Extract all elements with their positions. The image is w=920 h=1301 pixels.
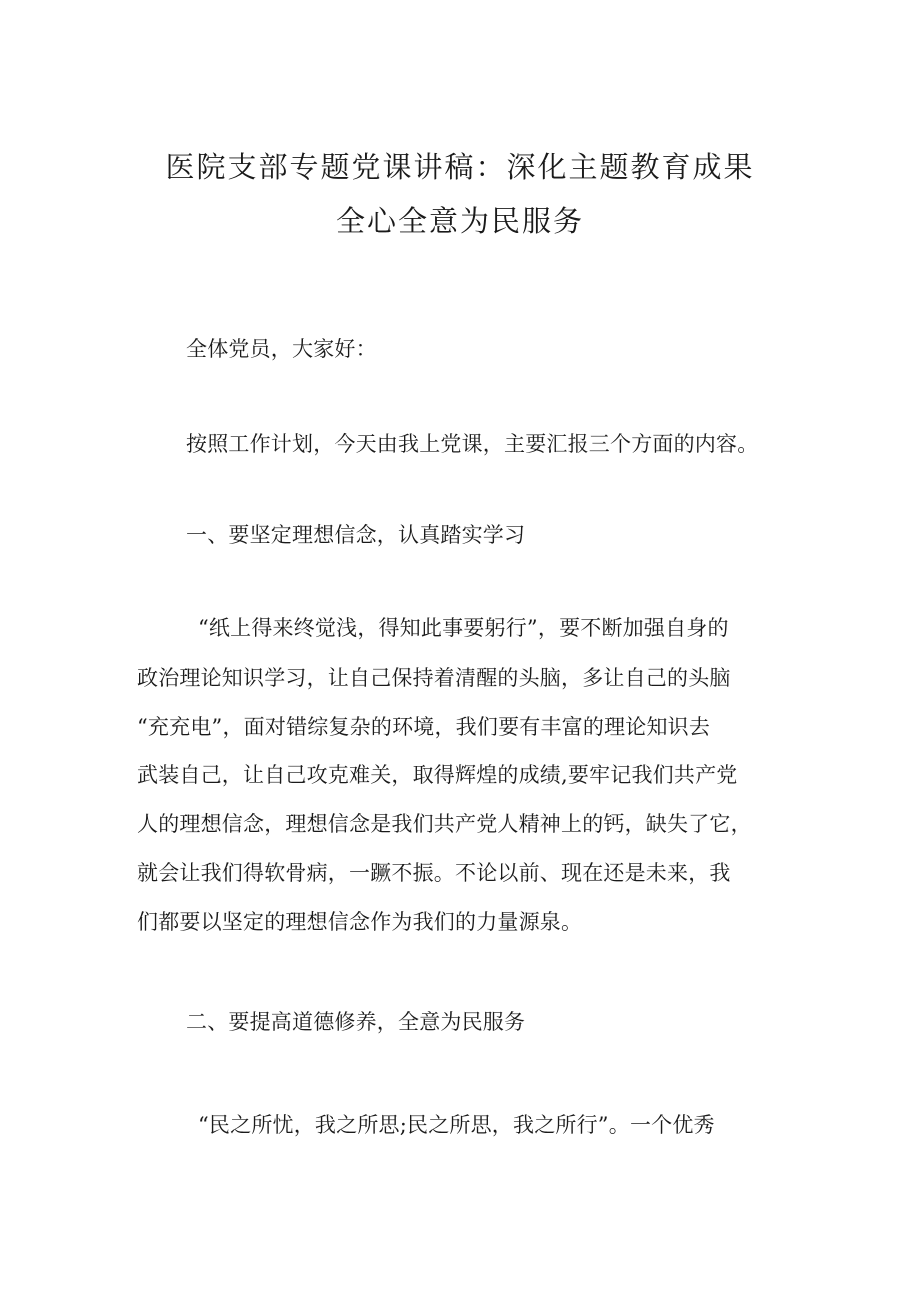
section-1-heading: 一、要坚定理想信念，认真踏实学习	[186, 523, 526, 547]
document-title-line-2: 全心全意为民服务	[335, 204, 584, 238]
document-title-line-1: 医院支部专题党课讲稿：深化主题教育成果	[165, 150, 755, 184]
paragraph-line: “纸上得来终觉浅，得知此事要躬行”，要不断加强自身的	[198, 616, 729, 640]
greeting: 全体党员，大家好：	[186, 337, 377, 361]
paragraph-line: 人的理想信念，理想信念是我们共产党人精神上的钙，缺失了它，	[137, 812, 752, 836]
paragraph-line: 武装自己，让自己攻克难关，取得辉煌的成绩,要牢记我们共产党	[137, 763, 738, 787]
section-2-heading: 二、要提高道德修养，全意为民服务	[186, 1010, 526, 1034]
intro-paragraph: 按照工作计划，今天由我上党课，主要汇报三个方面的内容。	[186, 432, 759, 456]
paragraph-line: 政治理论知识学习，让自己保持着清醒的头脑，多让自己的头脑	[137, 666, 731, 690]
section-2-paragraph: “民之所忧，我之所思;民之所思，我之所行”。一个优秀	[198, 1113, 715, 1137]
paragraph-line: 就会让我们得软骨病，一蹶不振。不论以前、现在还是未来，我	[137, 861, 731, 885]
paragraph-line: 们都要以坚定的理想信念作为我们的力量源泉。	[137, 910, 583, 934]
paragraph-line: “充充电”，面对错综复杂的环境，我们要有丰富的理论知识去	[137, 715, 711, 739]
